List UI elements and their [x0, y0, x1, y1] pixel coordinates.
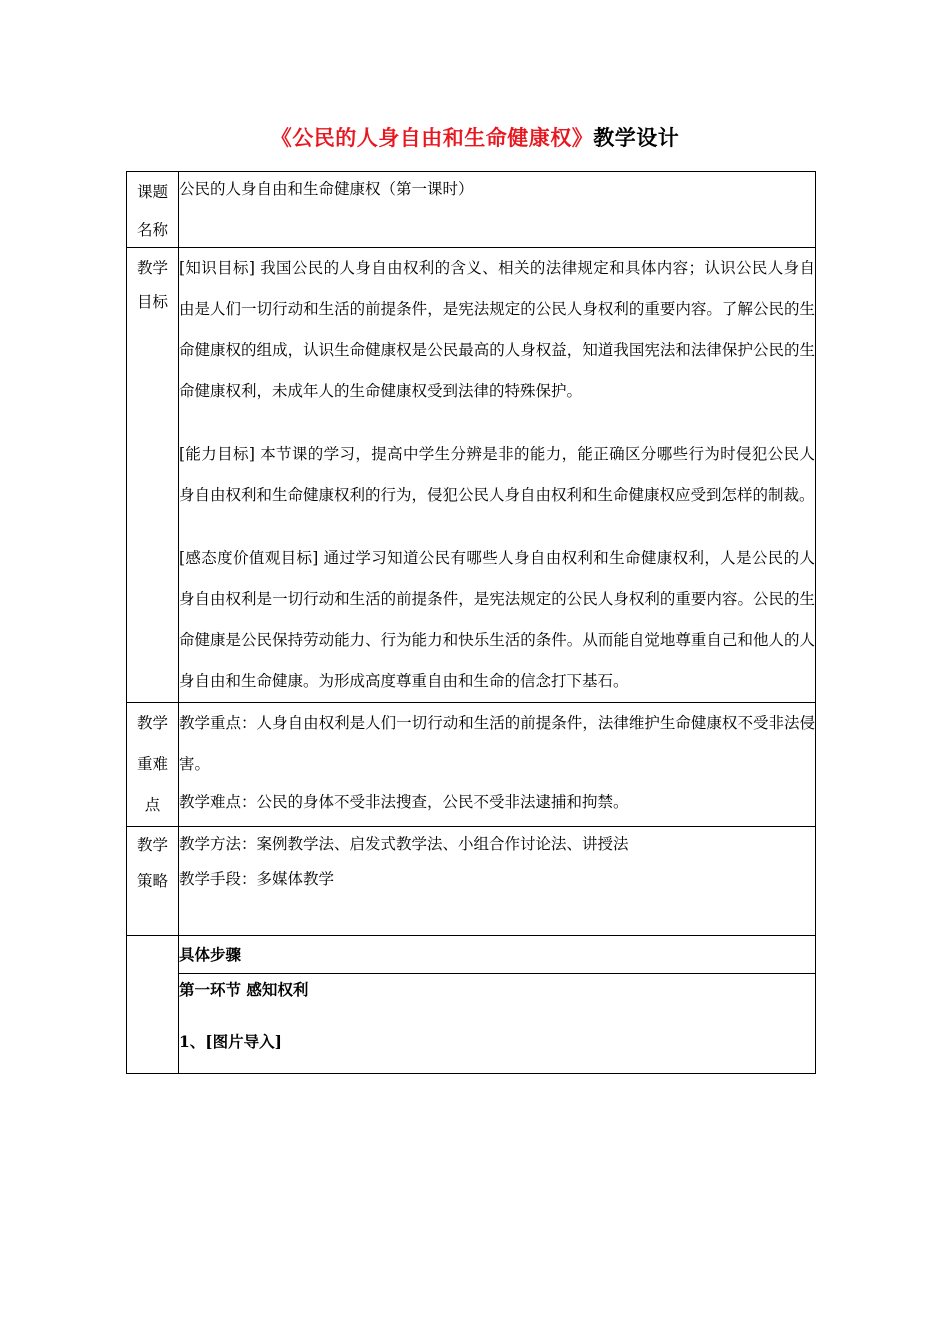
title-main: 《公民的人身自由和生命健康权》 — [270, 125, 594, 150]
page-title — [0, 122, 950, 152]
strategy-methods: 教学方法：案例教学法、启发式教学法、小组合作讨论法、讲授法 — [179, 835, 629, 853]
label-strategy-line2: 策略 — [136, 872, 168, 890]
label-goals-line1: 教学 — [136, 259, 168, 277]
row-key-points — [127, 703, 816, 827]
content-goals — [179, 248, 816, 703]
content-steps — [179, 974, 816, 1074]
content-key-points — [179, 703, 816, 827]
label-key-points — [127, 703, 179, 827]
label-goals-line2: 目标 — [136, 293, 168, 311]
label-topic-line1: 课题 — [136, 183, 168, 201]
label-topic-line2: 名称 — [136, 221, 168, 239]
content-strategy — [179, 827, 816, 936]
label-strategy — [127, 827, 179, 936]
content-topic — [179, 172, 816, 248]
label-steps-empty — [127, 936, 179, 1074]
topic-text: 公民的人身自由和生命健康权（第一课时） — [179, 180, 474, 198]
steps-header: 具体步骤 — [179, 936, 816, 974]
label-key-line1: 教学 — [136, 714, 168, 732]
key-focus: 教学重点：人身自由权利是人们一切行动和生活的前提条件，法律维护生命健康权不受非法侵害。 — [179, 714, 815, 773]
lesson-plan-table — [126, 171, 816, 1074]
goal-knowledge: [知识目标] 我国公民的人身自由权利的含义、相关的法律规定和具体内容；认识公民人身自由是人们一切行动和生活的前提条件，是宪法规定的公民人身权利的重要内容。了解公民的生命健康权的组成，认识生命健康权是公民最高的人身权益，知道我国宪法和法律保护公民的生命健康权利，未成年人的生命健康权受到法律的特殊保护。 — [179, 259, 815, 400]
label-strategy-line1: 教学 — [136, 836, 168, 854]
label-key-line2: 重难 — [136, 755, 168, 773]
row-goals — [127, 248, 816, 703]
label-key-line3: 点 — [144, 796, 161, 814]
row-steps-body — [127, 974, 816, 1074]
row-topic — [127, 172, 816, 248]
row-steps-header — [127, 936, 816, 974]
label-topic — [127, 172, 179, 248]
step-item-1: 1、[图片导入] — [179, 1032, 282, 1051]
goal-values: [感态度价值观目标] 通过学习知道公民有哪些人身自由权利和生命健康权利，人是公民的人身自由权利是一切行动和生活的前提条件，是宪法规定的公民人身权利的重要内容。公民的生命健康是公民保持劳动能力、行为能力和快乐生活的条件。从而能自觉地尊重自己和他人的人身自由和生命健康。为形成高度尊重自由和生命的信念打下基石。 — [179, 549, 815, 690]
strategy-means: 教学手段：多媒体教学 — [179, 870, 335, 888]
step-section-1: 第一环节 感知权利 — [179, 980, 309, 999]
goal-ability: [能力目标] 本节课的学习，提高中学生分辨是非的能力，能正确区分哪些行为时侵犯公民人身自由权利和生命健康权利的行为，侵犯公民人身自由权利和生命健康权应受到怎样的制裁。 — [179, 445, 815, 504]
label-goals — [127, 248, 179, 703]
row-strategy — [127, 827, 816, 936]
title-suffix: 教学设计 — [593, 125, 680, 150]
key-difficulty: 教学难点：公民的身体不受非法搜查，公民不受非法逮捕和拘禁。 — [179, 793, 629, 811]
